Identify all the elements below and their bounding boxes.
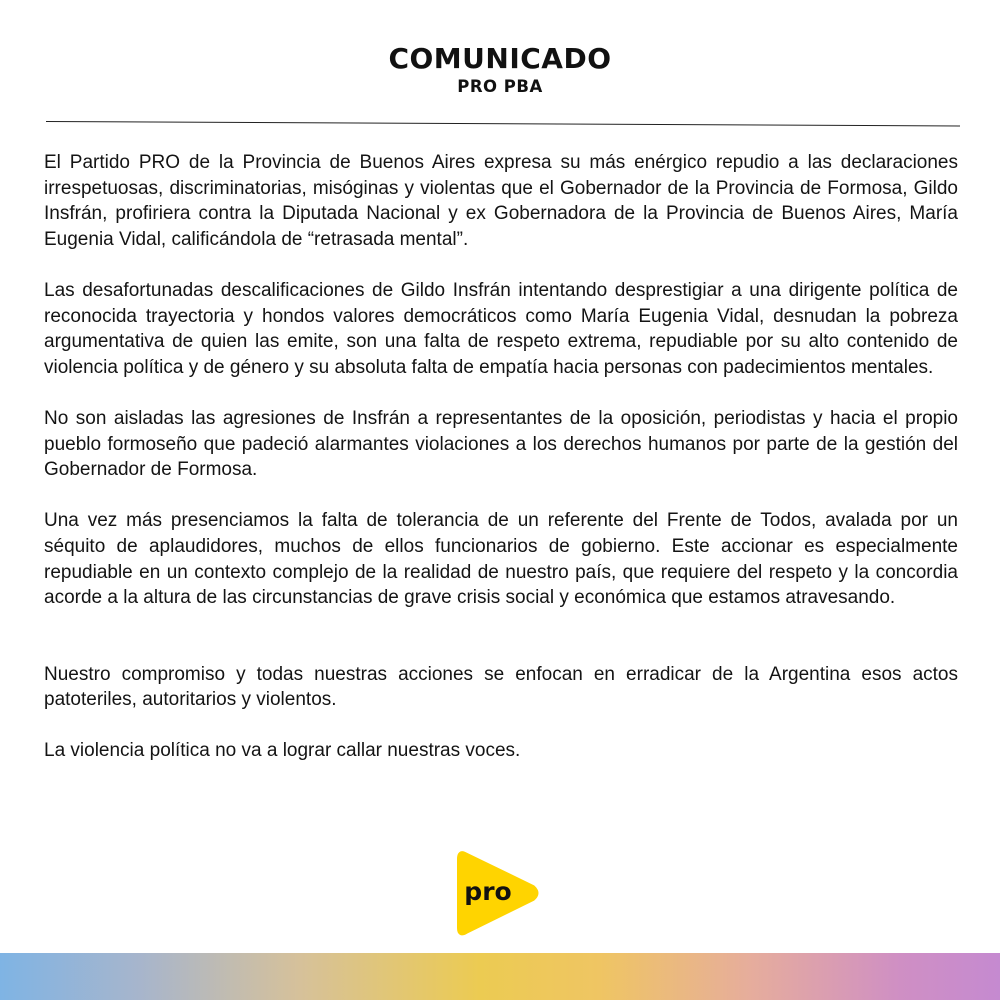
footer-gradient-band bbox=[0, 953, 1000, 1000]
paragraph-tolerancia: Una vez más presenciamos la falta de tolerancia de un referente del Frente de Todos, avalada por un séquito de aplaudidores, muchos de ellos funcionarios de gobierno. Este accionar es especialmente repudiable en un contexto complejo de la realidad de nuestro país, que requiere del respeto y la concordia acorde a la altura de las circunstancias de grave crisis social y económica que estamos atravesando. bbox=[44, 510, 958, 609]
paragraph-repudio: El Partido PRO de la Provincia de Buenos Aires expresa su más enérgico repudio a las declaraciones irrespetuosas, discriminatorias, misóginas y violentas que el Gobernador de la Provincia de Formosa, Gildo Insfrán, profiriera contra la Diputada Nacional y ex Gobernadora de la Provincia de Buenos Aires, María Eugenia Vidal, calificándola de “retrasada mental”. bbox=[44, 152, 958, 250]
page-title: COMUNICADO bbox=[388, 42, 612, 75]
pro-party-logo-icon bbox=[455, 848, 541, 938]
page-subtitle: PRO PBA bbox=[457, 77, 543, 96]
paragraph-descalificaciones: Las desafortunadas descalificaciones de Gildo Insfrán intentando desprestigiar a una dirigente política de reconocida trayectoria y hondos valores democráticos como María Eugenia Vidal, desnudan la pobreza argumentativa de quien las emite, son una falta de respeto extrema, repudiable por su alto contenido de violencia política y de género y su absoluta falta de empatía hacia personas con padecimientos mentales. bbox=[44, 279, 958, 378]
statement-body bbox=[44, 150, 958, 764]
logo-text: pro bbox=[464, 877, 512, 906]
header-divider bbox=[46, 121, 960, 126]
paragraph-compromiso: Nuestro compromiso y todas nuestras acciones se enfocan en erradicar de la Argentina esos actos patoteriles, autoritarios y violentos. bbox=[44, 663, 958, 711]
paragraph-cierre: La violencia política no va a lograr callar nuestras voces. bbox=[44, 740, 521, 762]
header bbox=[0, 42, 1000, 97]
paragraph-agresiones: No son aisladas las agresiones de Insfrán a representantes de la oposición, periodistas y hacia el propio pueblo formoseño que padeció alarmantes violaciones a los derechos humanos por parte de la gestión del Gobernador de Formosa. bbox=[44, 407, 958, 481]
